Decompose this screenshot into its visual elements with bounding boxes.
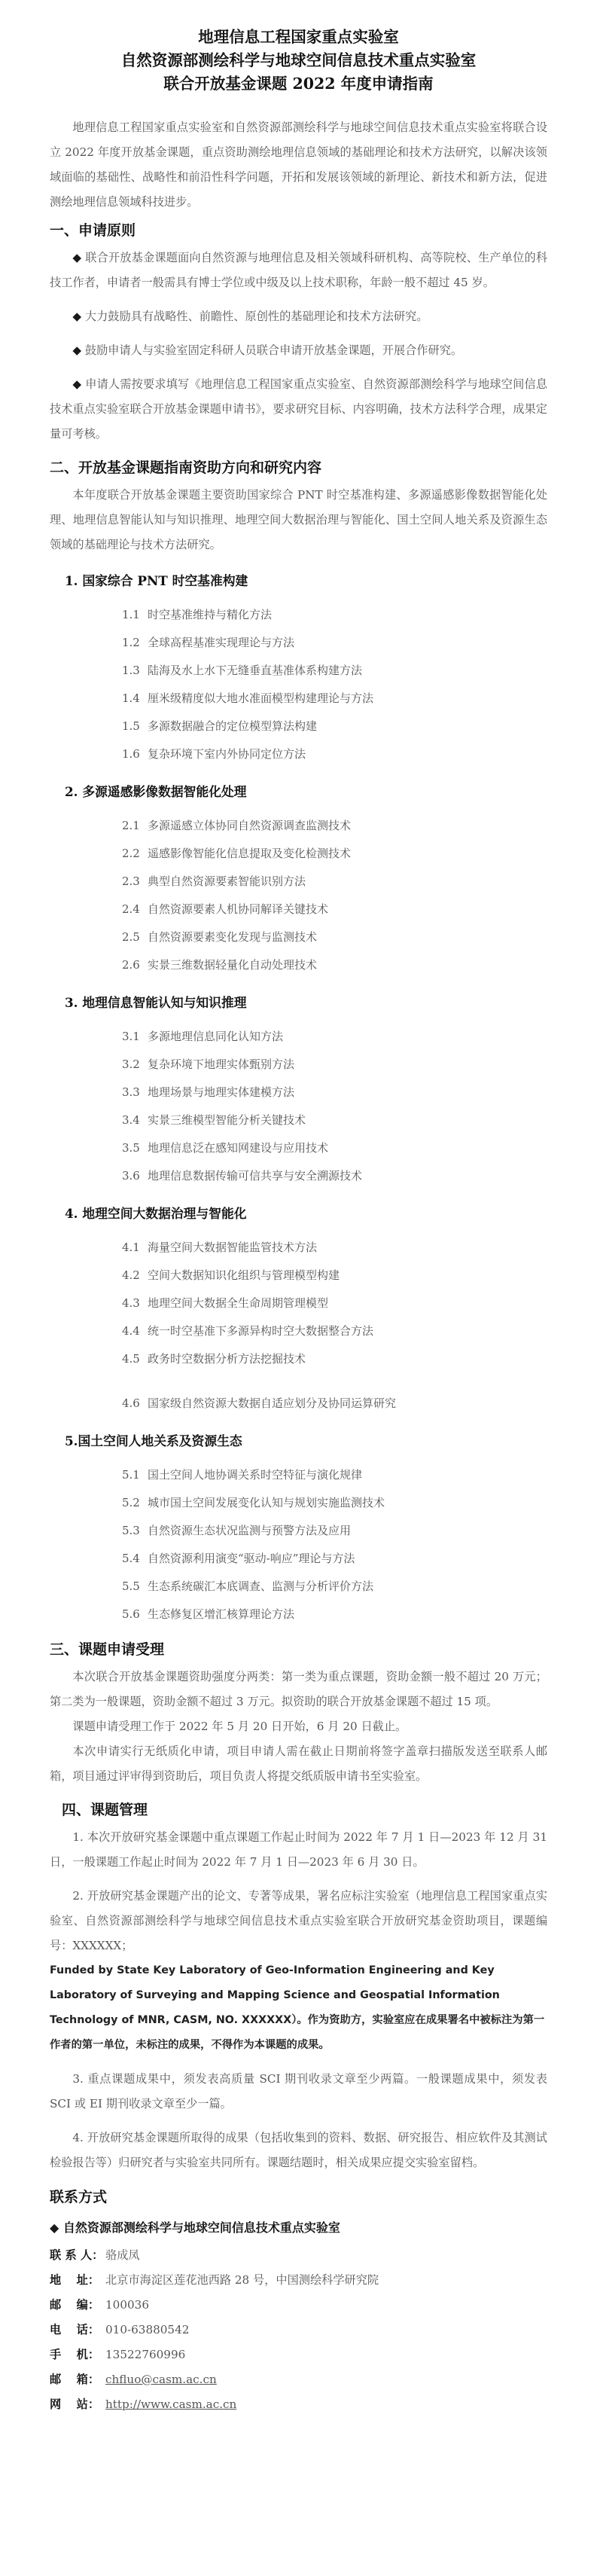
topic-number: 5.1 [122, 1468, 140, 1482]
contact-label: 邮 编： [50, 2298, 100, 2312]
contact-phone: 010-63880542 [105, 2323, 190, 2336]
topic-item [50, 629, 547, 657]
document-header [50, 26, 547, 96]
topic-item [50, 812, 547, 840]
topic-number: 3.1 [122, 1030, 140, 1043]
topic-item [50, 1023, 547, 1051]
topic-text: 地理空间大数据全生命周期管理模型 [148, 1296, 329, 1310]
topic-number: 1.5 [122, 719, 140, 733]
contact-phone-row [50, 2318, 547, 2343]
topic-text: 地理场景与地理实体建模方法 [148, 1085, 295, 1099]
topic-item [50, 868, 547, 896]
contact-mobile: 13522760996 [105, 2348, 186, 2361]
topic-number: 5.2 [122, 1496, 140, 1509]
topic-number: 1.4 [122, 691, 140, 705]
topic-item [50, 1162, 547, 1190]
topic-number: 1.3 [122, 664, 140, 677]
topic-number: 3.3 [122, 1085, 140, 1099]
bullet-icon: ◆ [72, 251, 86, 264]
topic-group-5 [50, 1430, 547, 1628]
topic-text: 复杂环境下室内外协同定位方法 [148, 747, 306, 761]
management-paragraph-4: 4. 开放研究基金课题所取得的成果（包括收集到的资料、数据、研究报告、相应软件及其测试检验报告等）归研究者与实验室共同所有。课题结题时，相关成果应提交实验室留档。 [50, 2131, 547, 2169]
contact-website-link[interactable]: http://www.casm.ac.cn [105, 2397, 237, 2411]
section-2-heading: 二、开放基金课题指南资助方向和研究内容 [50, 459, 322, 476]
topic-item [50, 923, 547, 951]
topic-number: 1.6 [122, 747, 140, 761]
topic-item [50, 1262, 547, 1290]
topic-text: 自然资源生态状况监测与预警方法及应用 [148, 1524, 352, 1537]
principle-text: 鼓励申请人与实验室固定科研人员联合申请开放基金课题，开展合作研究。 [84, 343, 463, 357]
topic-item [50, 951, 547, 979]
topic-group-3 [50, 991, 547, 1190]
submission-paragraph: 本次申请实行无纸质化申请，项目申请人需在截止日期前将签字盖章扫描版发送至联系人邮箱，项目通过评审得到资助后，项目负责人将提交纸质版申请书至实验室。 [50, 1744, 547, 1783]
topic-text: 生态系统碳汇本底调查、监测与分析评价方法 [148, 1579, 374, 1593]
topic-number: 2.3 [122, 874, 140, 888]
topic-item [50, 1601, 547, 1628]
contact-address-row [50, 2268, 547, 2293]
contact-postcode: 100036 [105, 2298, 149, 2312]
topic-text: 国土空间人地协调关系时空特征与演化规律 [148, 1468, 363, 1482]
management-paragraph-2: 2. 开放研究基金课题产出的论文、专著等成果，署名应标注实验室（地理信息工程国家重点实验室、自然资源部测绘科学与地球空间信息技术重点实验室联合开放研究基金资助项目，课题编号：XXXXXX； [50, 1889, 547, 1952]
principle-text: 联合开放基金课题面向自然资源与地理信息及相关领域科研机构、高等院校、生产单位的科技工作者，申请者一般需具有博士学位或中级及以上技术职称，年龄一般不超过 45 岁。 [50, 251, 548, 289]
topic-item [50, 1134, 547, 1162]
contact-email-row [50, 2367, 547, 2392]
topic-number: 3.5 [122, 1141, 140, 1155]
contact-label: 地 址： [50, 2273, 100, 2287]
topic-text: 时空基准维持与精化方法 [148, 608, 273, 621]
topic-text: 国家级自然资源大数据自适应划分及协同运算研究 [148, 1396, 397, 1410]
contact-label: 邮 箱： [50, 2373, 100, 2386]
contact-organization-name: 自然资源部测绘科学与地球空间信息技术重点实验室 [62, 2220, 340, 2235]
topic-number: 2.1 [122, 819, 140, 832]
topic-item [50, 1345, 547, 1373]
topic-group-1 [50, 569, 547, 768]
section-3-heading: 三、课题申请受理 [50, 1641, 165, 1658]
topic-item [50, 740, 547, 768]
topic-item [50, 1317, 547, 1345]
principle-text: 大力鼓励具有战略性、前瞻性、原创性的基础理论和技术方法研究。 [84, 310, 428, 323]
section-4-heading: 四、课题管理 [62, 1802, 148, 1818]
topic-text: 空间大数据知识化组织与管理模型构建 [148, 1268, 340, 1282]
contact-postcode-row [50, 2293, 547, 2318]
title-line-1: 地理信息工程国家重点实验室 [198, 28, 399, 46]
topic-text: 地理信息泛在感知网建设与应用技术 [148, 1141, 329, 1155]
topic-text: 实景三维模型智能分析关键技术 [148, 1113, 306, 1127]
bullet-icon: ◆ [50, 2220, 63, 2235]
topic-group-title: 5.国土空间人地关系及资源生态 [65, 1433, 242, 1448]
contact-label: 手 机： [50, 2348, 100, 2361]
topic-group-title: 2. 多源遥感影像数据智能化处理 [65, 784, 247, 799]
topic-group-2 [50, 780, 547, 979]
section-2-intro: 本年度联合开放基金课题主要资助国家综合 PNT 时空基准构建、多源遥感影像数据智能化处理、地理信息智能认知与知识推理、地理空间大数据治理与智能化、国土空间人地关系及资源生态领域的基础理论与技术方法研究。 [50, 488, 547, 551]
topic-item [50, 1573, 547, 1601]
contact-label: 电 话： [50, 2323, 100, 2336]
topic-text: 厘米级精度似大地水准面模型构建理论与方法 [148, 691, 374, 705]
funding-acknowledgement: Funded by State Key Laboratory of Geo-Information Engineering and Key Laboratory of Surveying and Mapping Science and Geospatial Information Technology of MNR, CASM, NO. XXXXXX）。作为资助方，实验室应在成果署名中被标注为第一作者的第一单位，未标注的成果，不得作为本课题的成果。 [50, 1964, 545, 2051]
bullet-icon: ◆ [72, 343, 85, 357]
topic-text: 海量空间大数据智能监管技术方法 [148, 1241, 318, 1254]
funding-paragraph: 本次联合开放基金课题资助强度分两类：第一类为重点课题，资助金额一般不超过 20 万元；第二类为一般课题，资助金额不超过 3 万元。拟资助的联合开放基金课题不超过 15 项。 [50, 1670, 547, 1708]
topic-item [50, 1489, 547, 1517]
contact-mobile-row [50, 2343, 547, 2367]
management-paragraph-3: 3. 重点课题成果中，须发表高质量 SCI 期刊收录文章至少两篇。一般课题成果中，须发表 SCI 或 EI 期刊收录文章至少一篇。 [50, 2072, 547, 2111]
topic-number: 1.1 [122, 608, 140, 621]
topic-item [50, 1461, 547, 1489]
topic-group-title: 3. 地理信息智能认知与知识推理 [65, 995, 247, 1010]
topic-number: 5.6 [122, 1607, 140, 1621]
topic-group-title: 1. 国家综合 PNT 时空基准构建 [65, 573, 248, 588]
topic-text: 典型自然资源要素智能识别方法 [148, 874, 306, 888]
topic-number: 5.4 [122, 1552, 140, 1565]
topic-item [50, 713, 547, 740]
topic-text: 自然资源利用演变“驱动-响应”理论与方法 [148, 1552, 355, 1565]
topic-text: 遥感影像智能化信息提取及变化检测技术 [148, 847, 352, 860]
principle-text: 申请人需按要求填写《地理信息工程国家重点实验室、自然资源部测绘科学与地球空间信息技术重点实验室联合开放基金课题申请书》，要求研究目标、内容明确，技术方法科学合理，成果定量可考核。 [50, 377, 548, 441]
topic-item [50, 1545, 547, 1573]
topic-number: 2.5 [122, 930, 140, 944]
principle-bullet [50, 246, 547, 295]
principle-bullet [50, 372, 547, 447]
topic-text: 地理信息数据传输可信共享与安全溯源技术 [148, 1169, 363, 1183]
topic-text: 统一时空基准下多源异构时空大数据整合方法 [148, 1324, 374, 1338]
topic-item [50, 657, 547, 685]
management-paragraph-1: 1. 本次开放研究基金课题中重点课题工作起止时间为 2022 年 7 月 1 日—2023 年 12 月 31 日，一般课题工作起止时间为 2022 年 7 月 1 日—2023 年 6 月 30 日。 [50, 1830, 547, 1869]
topic-item [50, 685, 547, 713]
topic-number: 2.2 [122, 847, 140, 860]
topic-text: 自然资源要素人机协同解译关键技术 [148, 902, 329, 916]
principle-bullet [50, 304, 547, 329]
topic-number: 3.2 [122, 1058, 140, 1071]
topic-number: 4.3 [122, 1296, 140, 1310]
topic-number: 3.6 [122, 1169, 140, 1183]
topic-item [50, 1079, 547, 1106]
topic-text: 自然资源要素变化发现与监测技术 [148, 930, 318, 944]
topic-text: 实景三维数据轻量化自动处理技术 [148, 958, 318, 972]
topic-number: 5.3 [122, 1524, 140, 1537]
principle-bullet [50, 338, 547, 363]
topic-number: 4.6 [122, 1396, 140, 1410]
topic-item [50, 896, 547, 923]
contact-label: 网 站： [50, 2397, 100, 2411]
deadline-paragraph: 课题申请受理工作于 2022 年 5 月 20 日开始，6 月 20 日截止。 [72, 1720, 407, 1733]
bullet-icon: ◆ [72, 377, 86, 391]
topic-number: 2.6 [122, 958, 140, 972]
contact-heading: 联系方式 [50, 2189, 108, 2205]
topic-item [50, 840, 547, 868]
section-1-heading: 一、申请原则 [50, 222, 136, 239]
topic-group-title: 4. 地理空间大数据治理与智能化 [65, 1206, 247, 1221]
topic-number: 4.5 [122, 1352, 140, 1366]
contact-website-row [50, 2392, 547, 2417]
contact-label: 联 系 人： [50, 2248, 104, 2262]
topic-text: 全球高程基准实现理论与方法 [148, 636, 295, 649]
topic-number: 1.2 [122, 636, 140, 649]
topic-item [50, 1106, 547, 1134]
topic-number: 4.1 [122, 1241, 140, 1254]
topic-text: 多源数据融合的定位模型算法构建 [148, 719, 318, 733]
contact-person: 骆成凤 [105, 2248, 140, 2262]
topic-number: 2.4 [122, 902, 140, 916]
topic-item [50, 601, 547, 629]
bullet-icon: ◆ [72, 310, 85, 323]
title-line-3: 联合开放基金课题 2022 年度申请指南 [163, 75, 434, 93]
topic-number: 3.4 [122, 1113, 140, 1127]
topic-item [50, 1390, 547, 1418]
topic-item [50, 1051, 547, 1079]
topic-item [50, 1517, 547, 1545]
topic-text: 生态修复区增汇核算理论方法 [148, 1607, 295, 1621]
topic-number: 4.2 [122, 1268, 140, 1282]
topic-group-4 [50, 1202, 547, 1418]
topic-item [50, 1234, 547, 1262]
intro-paragraph: 地理信息工程国家重点实验室和自然资源部测绘科学与地球空间信息技术重点实验室将联合设立 2022 年度开放基金课题，重点资助测绘地理信息领域的基础理论和技术方法研究，以解决该领域面临的基础性、战略性和前沿性科学问题，开拓和发展该领域的新理论、新技术和新方法，促进测绘地理信息领域科技进步。 [50, 121, 547, 209]
topic-text: 多源地理信息同化认知方法 [148, 1030, 284, 1043]
topic-text: 多源遥感立体协同自然资源调查监测技术 [148, 819, 352, 832]
topic-text: 复杂环境下地理实体甄别方法 [148, 1058, 295, 1071]
contact-person-row [50, 2243, 547, 2268]
title-line-2: 自然资源部测绘科学与地球空间信息技术重点实验室 [120, 51, 477, 69]
topic-number: 4.4 [122, 1324, 140, 1338]
topic-number: 5.5 [122, 1579, 140, 1593]
contact-email-link[interactable]: chfluo@casm.ac.cn [105, 2373, 217, 2386]
topic-item [50, 1290, 547, 1317]
contact-address: 北京市海淀区莲花池西路 28 号，中国测绘科学研究院 [105, 2273, 379, 2287]
contact-organization [50, 2216, 547, 2240]
topic-text: 城市国土空间发展变化认知与规划实施监测技术 [148, 1496, 385, 1509]
topic-text: 政务时空数据分析方法挖掘技术 [148, 1352, 306, 1366]
topic-text: 陆海及水上水下无缝垂直基准体系构建方法 [148, 664, 363, 677]
